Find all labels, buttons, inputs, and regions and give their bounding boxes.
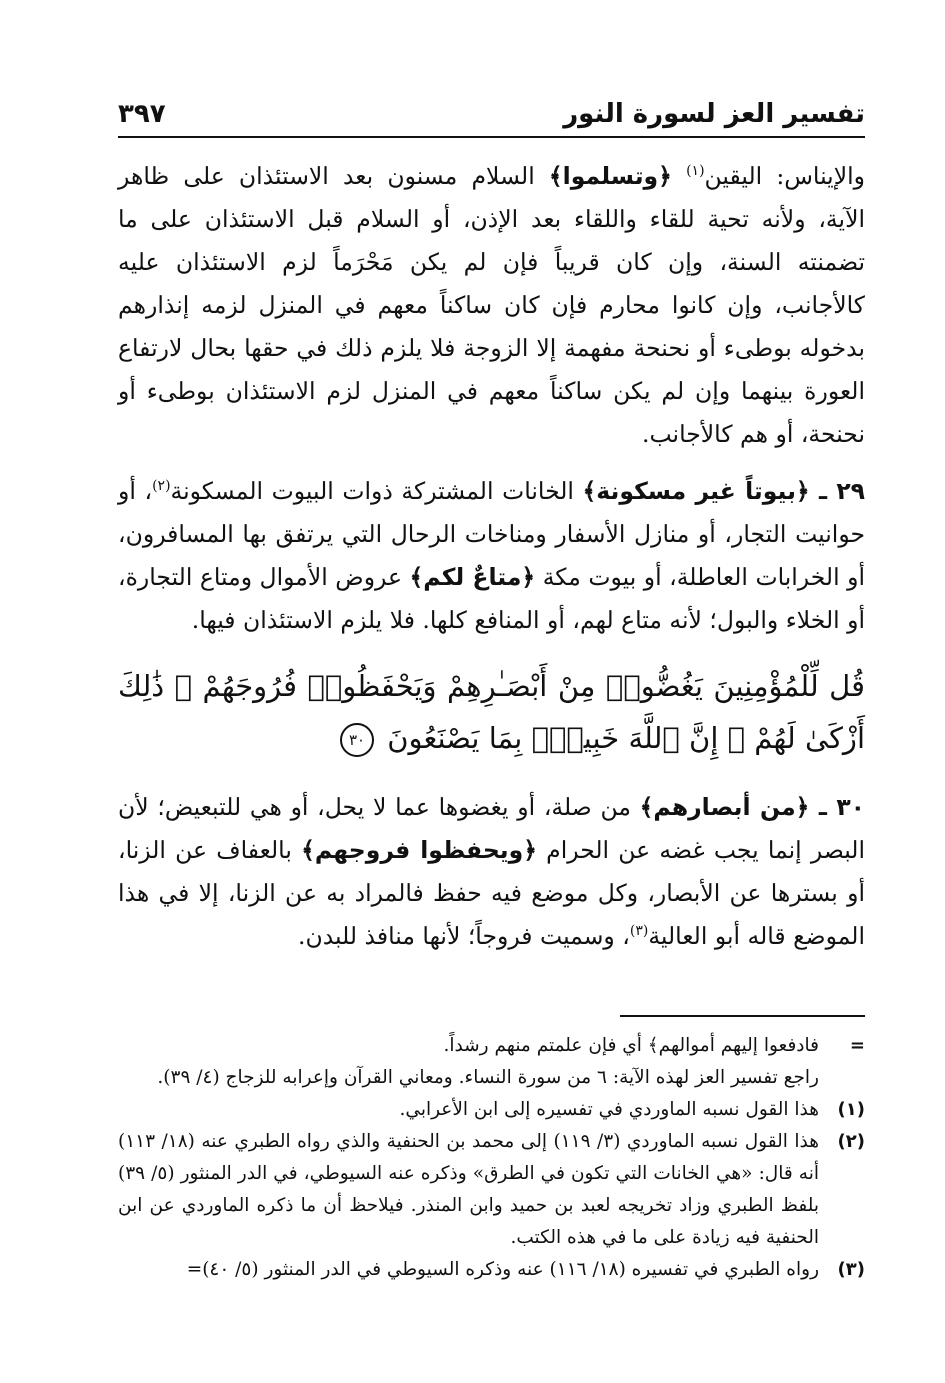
footnote-text: هذا القول نسبه الماوردي في تفسيره إلى ابن الأعرابي. bbox=[399, 1099, 819, 1120]
footnote-marker: (١) bbox=[837, 1099, 865, 1120]
footnotes bbox=[118, 1030, 865, 1286]
text-run: ، وسميت فروجاً؛ لأنها منافذ للبدن. bbox=[297, 922, 630, 950]
verse-number-label: ٣٠ ـ bbox=[809, 793, 866, 821]
quran-quote: ﴿متاعٌ لكم﴾ bbox=[409, 563, 536, 591]
text-run: ، أو حوانيت التجار، أو منازل الأسفار ومناخات الرحال التي يرتفق بها المسافرون، أو الخرابات العاطلة، أو بيوت مكة bbox=[118, 477, 865, 591]
footnote-text: فادفعوا إليهم أموالهم﴾ أي فإن علمتم منهم رشداً. bbox=[443, 1035, 819, 1056]
footnote-item bbox=[118, 1030, 865, 1062]
page-number: ٣٩٧ bbox=[118, 99, 166, 129]
verse-number-label: ٢٩ ـ bbox=[809, 477, 865, 505]
main-text bbox=[118, 155, 865, 972]
quran-verse bbox=[118, 660, 865, 764]
footnote-item bbox=[118, 1062, 865, 1094]
paragraph-1 bbox=[118, 155, 865, 456]
text-run: من صلة، أو يغضوها عما لا يحل، أو هي للتبعيض؛ لأن البصر إنما يجب غضه عن الحرام bbox=[118, 793, 865, 864]
footnote-marker: = bbox=[849, 1035, 865, 1056]
footnote-item bbox=[118, 1126, 865, 1254]
text-run: والإيناس: اليقين bbox=[704, 162, 865, 190]
quran-quote: ﴿وتسلموا﴾ bbox=[548, 162, 672, 190]
footnote-marker: (٣) bbox=[837, 1259, 865, 1280]
text-run: الخانات المشتركة ذوات البيوت المسكونة bbox=[170, 477, 583, 505]
footnote-marker: (٢) bbox=[837, 1131, 865, 1152]
quran-quote: ﴿ويحفظوا فروجهم﴾ bbox=[301, 836, 537, 864]
footnote-text: راجع تفسير العز لهذه الآية: ٦ من سورة النساء. ومعاني القرآن وإعرابه للزجاج (٤/ ٣٩). bbox=[157, 1067, 819, 1088]
paragraph-2 bbox=[118, 470, 865, 642]
footnote-ref-2: (٢) bbox=[152, 478, 171, 495]
quran-quote: ﴿من أبصارهم﴾ bbox=[639, 793, 810, 821]
paragraph-3 bbox=[118, 786, 865, 958]
quran-quote: ﴿بيوتاً غير مسكونة﴾ bbox=[582, 477, 810, 505]
text-run: بالعفاف عن الزنا، أو بسترها عن الأبصار، وكل موضع فيه حفظ فالمراد به عن الزنا، إلا في هذا الموضع قاله أبو العالية bbox=[118, 836, 865, 950]
verse-text: قُل لِّلْمُؤْمِنِينَ يَغُضُّوا۟ مِنْ أَبْصَـٰرِهِمْ وَيَحْفَظُوا۟ فُرُوجَهُمْ ۚ ذَٰلِكَ أَزْكَىٰ لَهُمْ ۗ إِنَّ ٱللَّهَ خَبِيرٌۢ بِمَا يَصْنَعُونَ bbox=[118, 669, 865, 755]
footnote-item bbox=[118, 1094, 865, 1126]
running-title: تفسير العز لسورة النور bbox=[563, 99, 865, 129]
text-run: عروض الأموال ومتاع التجارة، أو الخلاء والبول؛ لأنه متاع لهم، أو المنافع كلها. فلا يلزم الاستئذان فيها. bbox=[118, 563, 865, 634]
page-header bbox=[118, 92, 865, 138]
footnote-item bbox=[118, 1254, 865, 1286]
footnote-ref-1: (١) bbox=[686, 163, 705, 180]
footnote-text: رواه الطبري في تفسيره (١٨/ ١١٦) عنه وذكره السيوطي في الدر المنثور (٥/ ٤٠)= bbox=[186, 1259, 819, 1280]
footnote-separator bbox=[620, 1015, 865, 1017]
footnote-ref-3: (٣) bbox=[629, 923, 649, 940]
text-run: السلام مسنون بعد الاستئذان على ظاهر الآية، ولأنه تحية للقاء واللقاء بعد الإذن، أو السلام قبل الاستئذان على ما تضمنته السنة، وإن كان قريباً فإن لم يكن مَحْرَماً لزم الاستئذان عليه كالأجانب، وإن كانوا محارم فإن كان ساكناً معهم في المنزل لزمه إنذارهم بدخوله بوطىء أو نحنحة مفهمة إلا الزوجة فلا يلزم ذلك في حقها بحال لارتفاع العورة بينهما وإن لم يكن ساكناً معهم في المنزل لزم الاستئذان بوطىء أو نحنحة، أو هم كالأجانب. bbox=[118, 162, 865, 448]
footnote-text: هذا القول نسبه الماوردي (٣/ ١١٩) إلى محمد بن الحنفية والذي رواه الطبري عنه (١٨/ ١١٣) أنه قال: «هي الخانات التي تكون في الطرق» وذكره عنه السيوطي، في الدر المنثور (٥/ ٣٩) بلفظ الطبري وزاد تخريجه لعبد بن حميد وابن المنذر. فيلاحظ أن ما ذكره الماوردي عن ابن الحنفية فيه زيادة على ما في هذه الكتب. bbox=[118, 1131, 819, 1248]
ayah-number-marker: ٣٠ bbox=[340, 723, 374, 757]
